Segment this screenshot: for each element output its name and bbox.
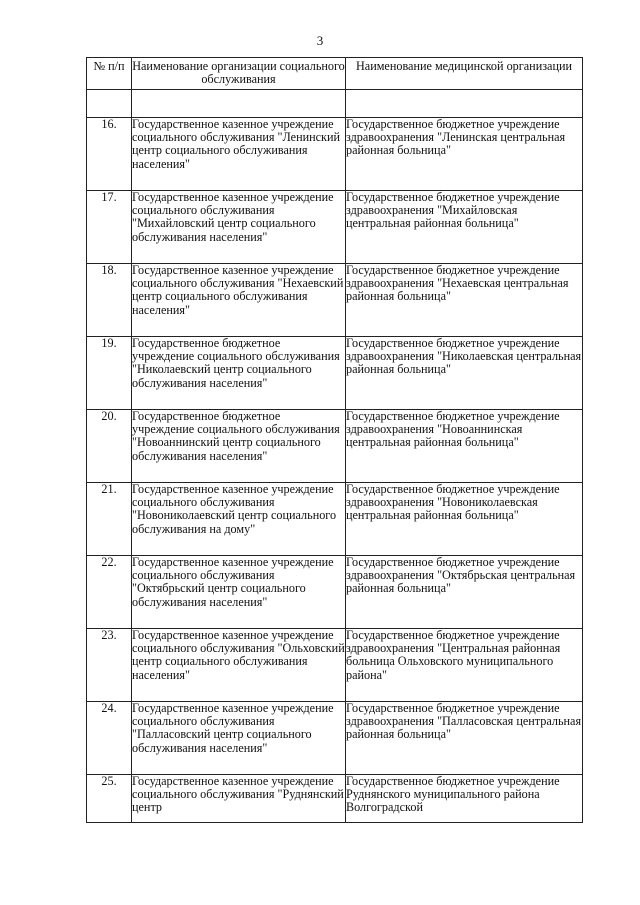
table-row xyxy=(87,118,583,191)
row-number-cell: 25. xyxy=(87,775,132,823)
header-social-org: Наименование организации социального обслуживания xyxy=(132,58,346,90)
social-org-cell: Государственное казенное учреждение социального обслуживания "Палласовский центр социального обслуживания населения" xyxy=(132,702,346,775)
social-org-cell: Государственное казенное учреждение социального обслуживания "Октябрьский центр социального обслуживания населения" xyxy=(132,556,346,629)
page-number: 3 xyxy=(316,33,324,48)
social-org-cell: Государственное казенное учреждение социального обслуживания "Новониколаевский центр социального обслуживания на дому" xyxy=(132,483,346,556)
social-org-cell: Государственное казенное учреждение социального обслуживания "Руднянский центр xyxy=(132,775,346,823)
blank-row xyxy=(87,90,583,118)
social-org-cell: Государственное казенное учреждение социального обслуживания "Михайловский центр социального обслуживания населения" xyxy=(132,191,346,264)
table-header-row xyxy=(87,58,583,90)
table-row xyxy=(87,629,583,702)
table-row xyxy=(87,337,583,410)
social-org-cell: Государственное бюджетное учреждение социального обслуживания "Николаевский центр социального обслуживания населения" xyxy=(132,337,346,410)
medical-org-cell: Государственное бюджетное учреждение здравоохранения "Октябрьская центральная районная больница" xyxy=(346,556,583,629)
row-number-cell: 16. xyxy=(87,118,132,191)
row-number-cell: 21. xyxy=(87,483,132,556)
table-row xyxy=(87,264,583,337)
row-number-cell: 19. xyxy=(87,337,132,410)
organizations-table xyxy=(86,57,583,823)
medical-org-cell: Государственное бюджетное учреждение здравоохранения "Михайловская центральная районная больница" xyxy=(346,191,583,264)
table-row xyxy=(87,702,583,775)
medical-org-cell: Государственное бюджетное учреждение здравоохранения "Новониколаевская центральная районная больница" xyxy=(346,483,583,556)
social-org-cell: Государственное казенное учреждение социального обслуживания "Ольховский центр социального обслуживания населения" xyxy=(132,629,346,702)
social-org-cell: Государственное казенное учреждение социального обслуживания "Нехаевский центр социального обслуживания населения" xyxy=(132,264,346,337)
header-medical-org: Наименование медицинской организации xyxy=(346,58,583,90)
table-row xyxy=(87,775,583,823)
table-row xyxy=(87,191,583,264)
table-row xyxy=(87,556,583,629)
medical-org-cell: Государственное бюджетное учреждение здравоохранения "Центральная районная больница Ольховского муниципального района" xyxy=(346,629,583,702)
social-org-cell: Государственное казенное учреждение социального обслуживания "Ленинский центр социального обслуживания населения" xyxy=(132,118,346,191)
table-row xyxy=(87,483,583,556)
row-number-cell: 18. xyxy=(87,264,132,337)
table-row xyxy=(87,410,583,483)
medical-org-cell: Государственное бюджетное учреждение здравоохранения "Палласовская центральная районная больница" xyxy=(346,702,583,775)
medical-org-cell: Государственное бюджетное учреждение здравоохранения "Нехаевская центральная районная больница" xyxy=(346,264,583,337)
blank-cell xyxy=(132,90,346,118)
medical-org-cell: Государственное бюджетное учреждение здравоохранения "Николаевская центральная районная больница" xyxy=(346,337,583,410)
row-number-cell: 17. xyxy=(87,191,132,264)
medical-org-cell: Государственное бюджетное учреждение здравоохранения "Новоаннинская центральная районная больница" xyxy=(346,410,583,483)
row-number-cell: 22. xyxy=(87,556,132,629)
blank-cell xyxy=(346,90,583,118)
social-org-cell: Государственное бюджетное учреждение социального обслуживания "Новоаннинский центр социального обслуживания населения" xyxy=(132,410,346,483)
header-number: № п/п xyxy=(87,58,132,90)
blank-cell xyxy=(87,90,132,118)
medical-org-cell: Государственное бюджетное учреждение здравоохранения "Ленинская центральная районная больница" xyxy=(346,118,583,191)
row-number-cell: 24. xyxy=(87,702,132,775)
row-number-cell: 23. xyxy=(87,629,132,702)
row-number-cell: 20. xyxy=(87,410,132,483)
medical-org-cell: Государственное бюджетное учреждение Руднянского муниципального района Волгоградской xyxy=(346,775,583,823)
